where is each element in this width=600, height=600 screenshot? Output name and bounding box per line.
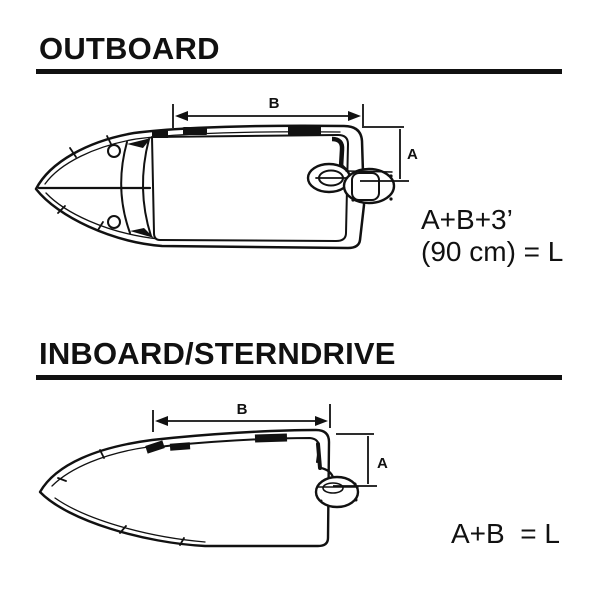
deck-hatch-circle bbox=[108, 145, 120, 157]
deck-hatch-circle bbox=[108, 216, 120, 228]
inboard-hull bbox=[40, 430, 333, 546]
outboard-formula bbox=[421, 204, 563, 268]
arrowhead-right-icon bbox=[315, 416, 328, 426]
gunwale-cleat bbox=[152, 131, 168, 138]
inboard-dim-a-label: A bbox=[377, 455, 388, 472]
inboard-formula bbox=[451, 518, 560, 550]
sterndrive-illustration bbox=[316, 477, 358, 507]
inboard-heading: INBOARD/STERNDRIVE bbox=[39, 336, 396, 371]
outboard-heading: OUTBOARD bbox=[39, 31, 220, 66]
deck-cleat bbox=[255, 433, 287, 442]
arrowhead-left-icon bbox=[175, 111, 188, 121]
deck-cleat bbox=[170, 442, 190, 450]
arrowhead-right-icon bbox=[348, 111, 361, 121]
outboard-divider bbox=[36, 69, 562, 74]
inboard-formula-line1: A+B = L bbox=[451, 518, 560, 549]
transom-mark bbox=[318, 444, 320, 468]
inboard-boat-diagram bbox=[20, 395, 420, 560]
outboard-formula-line1: A+B+3’ bbox=[421, 204, 513, 235]
arrowhead-left-icon bbox=[155, 416, 168, 426]
inboard-dim-b-label: B bbox=[236, 401, 248, 418]
gunwale-cleat bbox=[183, 127, 207, 135]
outboard-formula-line2: (90 cm) = L bbox=[421, 236, 564, 267]
gunwale-cleat bbox=[288, 126, 321, 135]
outboard-boat-diagram bbox=[20, 90, 420, 265]
outboard-dim-a-label: A bbox=[407, 146, 418, 163]
outboard-dim-b-label: B bbox=[268, 95, 280, 112]
inboard-divider bbox=[36, 375, 562, 380]
